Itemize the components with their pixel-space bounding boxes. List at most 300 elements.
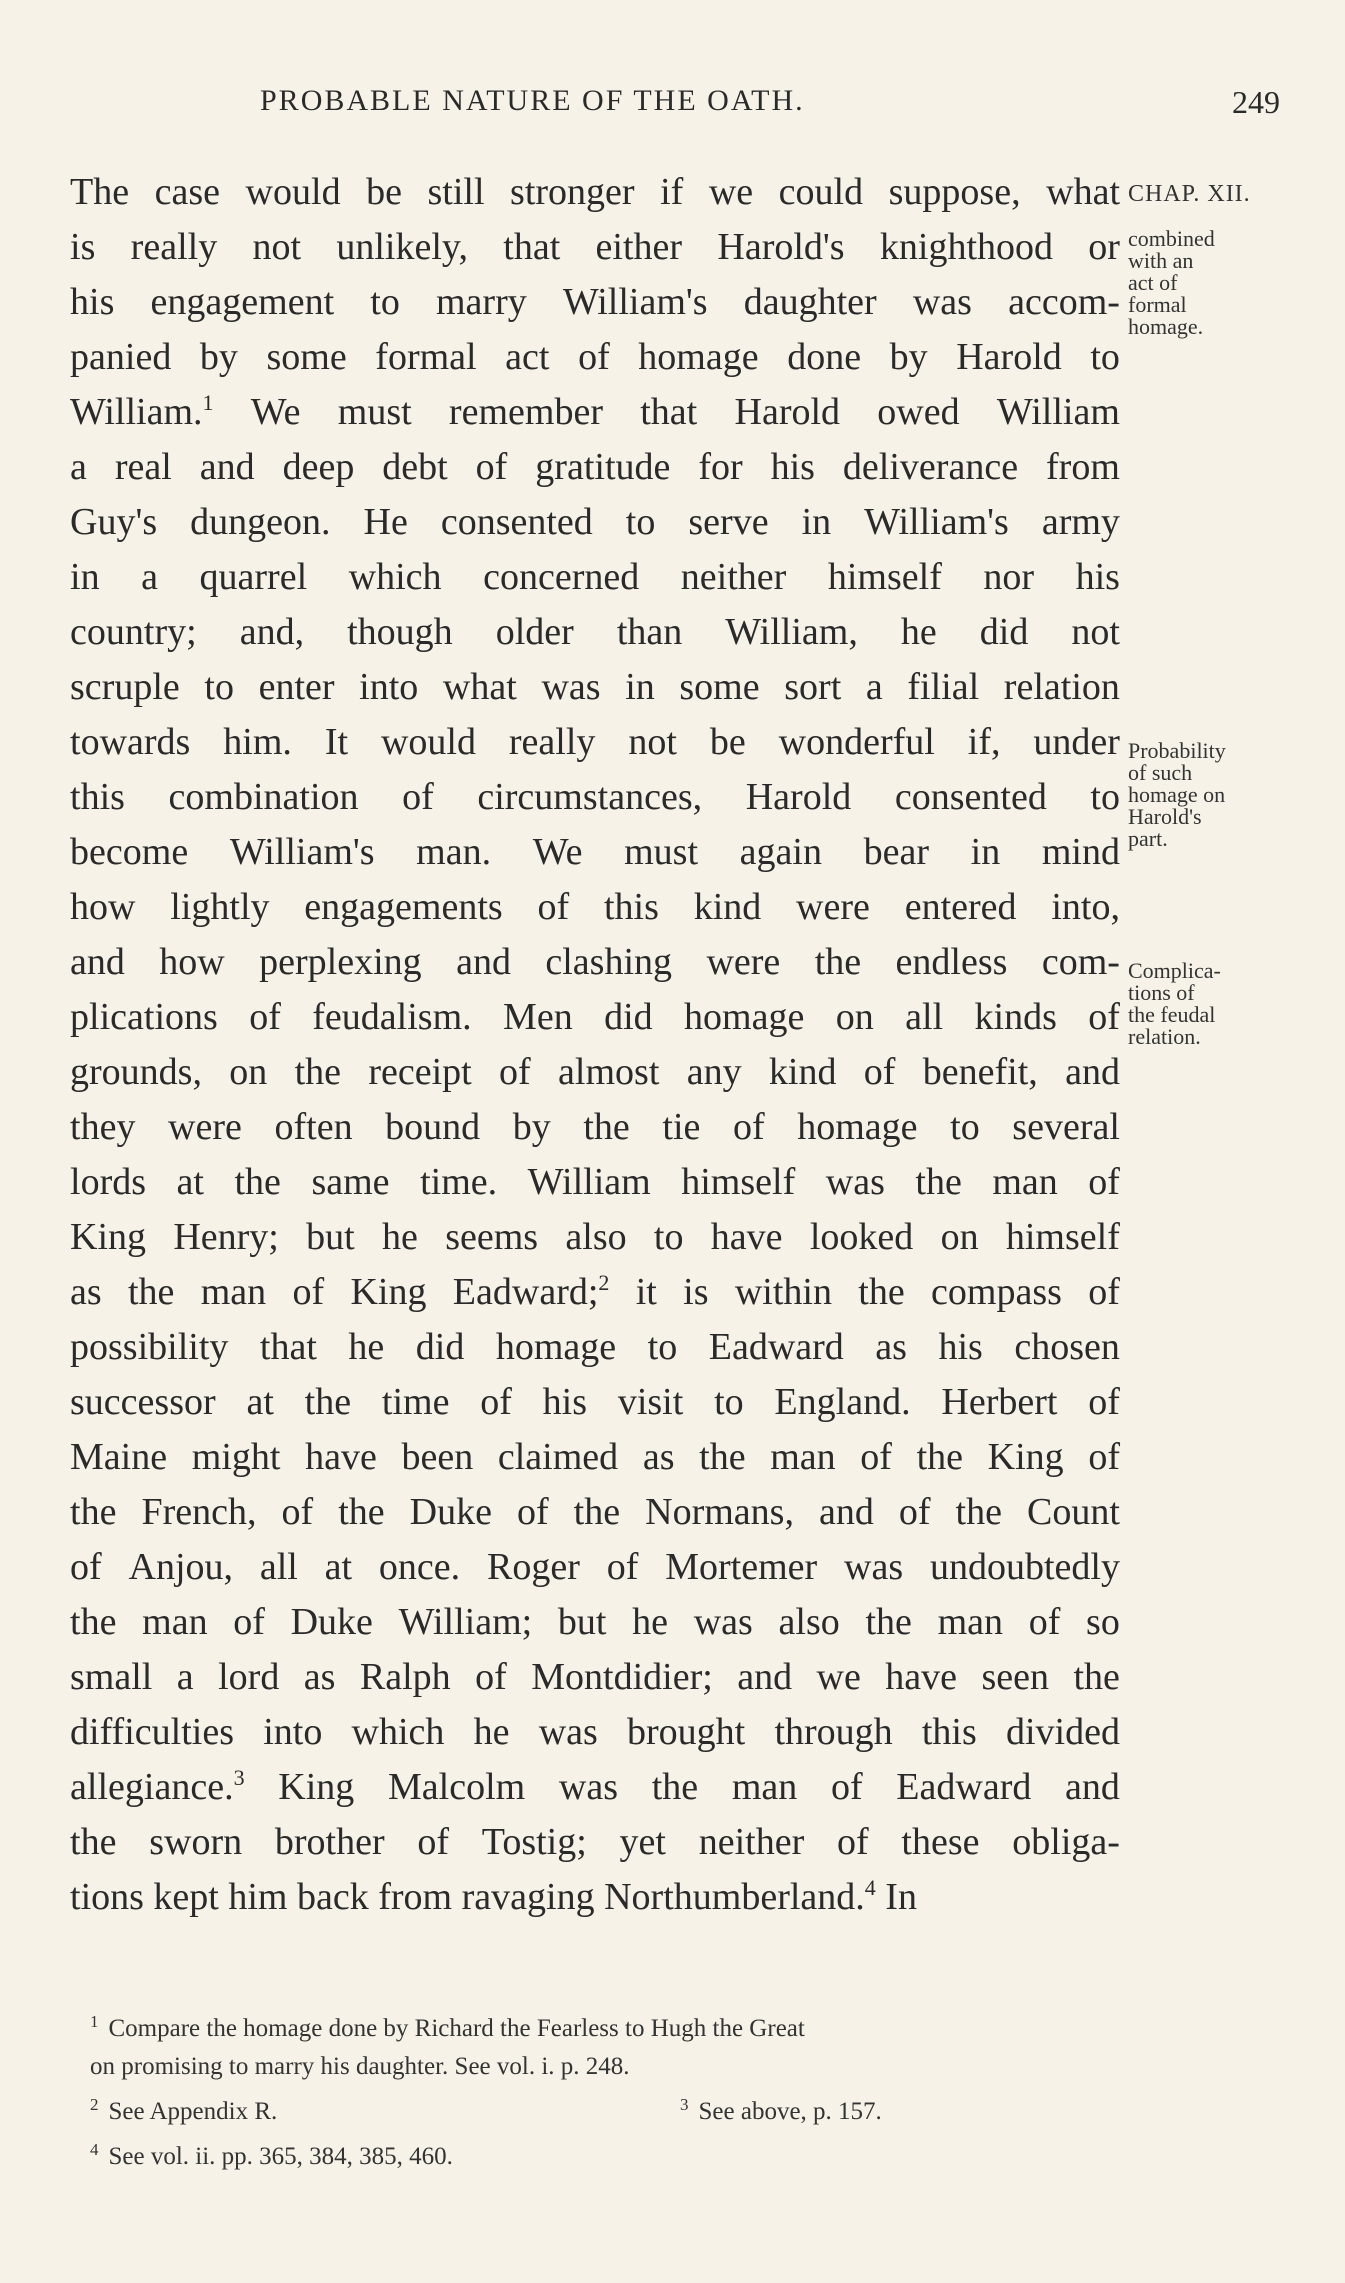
- body-word: of: [70, 1546, 102, 1588]
- body-word: his: [938, 1326, 983, 1368]
- body-word: what: [442, 666, 517, 708]
- body-word: country;: [70, 611, 197, 653]
- body-word: in: [970, 831, 1001, 873]
- margin-chapter-label: CHAP. XII.: [1128, 181, 1251, 207]
- body-word: entered: [904, 886, 1017, 928]
- body-word: homage: [495, 1326, 617, 1368]
- body-word: feudalism.: [312, 996, 472, 1038]
- body-word: England.: [774, 1381, 911, 1423]
- body-line: [70, 330, 1120, 385]
- body-word: real: [114, 446, 172, 488]
- body-word: to: [714, 1381, 744, 1423]
- body-word: man: [770, 1436, 836, 1478]
- body-word: relation: [1003, 666, 1120, 708]
- body-word: divided: [1005, 1711, 1120, 1753]
- body-line: [70, 935, 1120, 990]
- body-word: were: [706, 941, 781, 983]
- body-word: formal: [375, 336, 477, 378]
- body-word: wonderful: [778, 721, 935, 763]
- body-word: at: [246, 1381, 274, 1423]
- body-word: which: [351, 1711, 445, 1753]
- body-word: himself: [827, 556, 942, 598]
- body-word: almost: [558, 1051, 660, 1093]
- body-word: that: [503, 226, 561, 268]
- body-text: [70, 165, 1120, 1925]
- body-word: the: [304, 1381, 352, 1423]
- body-word: as: [303, 1656, 336, 1698]
- body-word: the: [915, 1161, 962, 1203]
- margin-note-homage: [1128, 228, 1328, 338]
- body-word: the: [955, 1491, 1002, 1533]
- body-word: to: [370, 281, 400, 323]
- body-word: William's: [229, 831, 375, 873]
- body-line: [70, 1595, 1120, 1650]
- body-word: Northumberland.$^4$: [604, 1875, 876, 1918]
- body-word: of: [233, 1601, 265, 1643]
- body-word: would: [245, 171, 341, 213]
- margin-note-line: homage.: [1128, 314, 1204, 339]
- body-word: bound: [385, 1106, 481, 1148]
- body-word: of: [537, 886, 570, 928]
- body-word: back: [296, 1876, 369, 1918]
- body-word: of: [578, 336, 610, 378]
- body-word: Herbert: [941, 1381, 1058, 1423]
- body-line: [70, 990, 1120, 1045]
- body-word: King: [350, 1271, 427, 1313]
- margin-note-line: of such: [1128, 760, 1193, 785]
- body-word: Mortemer: [665, 1546, 818, 1588]
- margin-note-line: act of: [1128, 270, 1178, 295]
- body-word: seems: [445, 1216, 539, 1258]
- body-word: in: [625, 666, 655, 708]
- body-word: on: [940, 1216, 979, 1258]
- body-word: again: [739, 831, 822, 873]
- body-line: [70, 1045, 1120, 1100]
- body-word: to: [1090, 336, 1120, 378]
- body-word: William: [527, 1161, 651, 1203]
- margin-note-line: Harold's: [1128, 804, 1202, 829]
- body-word: undoubtedly: [929, 1546, 1120, 1588]
- body-word: he: [473, 1711, 510, 1753]
- body-word: mind: [1041, 831, 1120, 873]
- body-word: did: [979, 611, 1029, 653]
- body-word: of: [1028, 1601, 1061, 1643]
- body-word: of: [1088, 1436, 1120, 1478]
- body-word: visit: [617, 1381, 684, 1423]
- body-word: The: [70, 171, 130, 213]
- margin-note-line: tions of: [1128, 980, 1195, 1005]
- body-line: [70, 1815, 1120, 1870]
- body-word: William: [996, 391, 1120, 433]
- body-word: was: [693, 1601, 753, 1643]
- body-word: the: [127, 1271, 175, 1313]
- body-word: they: [70, 1106, 136, 1148]
- footnote-number: 4: [90, 2140, 99, 2159]
- body-word: of: [402, 776, 434, 818]
- body-word: were: [796, 886, 870, 928]
- body-word: was: [541, 666, 601, 708]
- body-word: the: [1073, 1656, 1120, 1698]
- body-word: brother: [274, 1821, 385, 1863]
- body-word: into: [359, 666, 419, 708]
- body-word: by: [889, 336, 928, 378]
- body-word: Guy's: [70, 501, 158, 543]
- body-word: to: [950, 1106, 980, 1148]
- body-word: as: [642, 1436, 675, 1478]
- body-word: himself: [681, 1161, 796, 1203]
- body-word: have: [710, 1216, 783, 1258]
- body-word: of: [1088, 1271, 1120, 1313]
- body-word: ravaging: [461, 1876, 595, 1918]
- body-word: enter: [258, 666, 335, 708]
- body-word: of: [1088, 1161, 1120, 1203]
- body-word: dungeon.: [190, 501, 331, 543]
- body-word: this: [70, 776, 125, 818]
- body-word: the: [234, 1161, 281, 1203]
- margin-note-line: part.: [1128, 826, 1168, 851]
- body-word: at: [176, 1161, 204, 1203]
- footnote-1-continued: [90, 2048, 1140, 2086]
- body-word: must: [337, 391, 412, 433]
- body-word: to: [204, 666, 234, 708]
- margin-note-probability: [1128, 740, 1328, 850]
- body-word: of: [480, 1381, 512, 1423]
- body-word: Harold: [745, 776, 852, 818]
- running-head-title: PROBABLE NATURE OF THE OATH.: [260, 84, 805, 117]
- body-word: he: [348, 1326, 385, 1368]
- footnote-number: 1: [90, 2012, 99, 2031]
- body-word: of: [475, 446, 508, 488]
- body-word: and: [1065, 1766, 1120, 1808]
- body-line: [70, 1375, 1120, 1430]
- body-word: Harold: [956, 336, 1062, 378]
- body-word: his: [1075, 556, 1120, 598]
- body-word: lord: [218, 1656, 280, 1698]
- footnote-number: 2: [90, 2095, 99, 2114]
- body-word: daughter: [743, 281, 877, 323]
- body-word: towards: [70, 721, 191, 763]
- body-word: for: [698, 446, 743, 488]
- body-word: remember: [448, 391, 603, 433]
- body-word: was: [538, 1711, 598, 1753]
- margin-note-line: with an: [1128, 248, 1194, 273]
- body-word: into,: [1051, 886, 1120, 928]
- body-word: deliverance: [842, 446, 1019, 488]
- body-word: on: [229, 1051, 268, 1093]
- body-word: though: [347, 611, 453, 653]
- body-word: seen: [981, 1656, 1050, 1698]
- body-word: quarrel: [199, 556, 308, 598]
- body-word: of: [499, 1051, 531, 1093]
- running-header: [70, 84, 1280, 134]
- body-word: really: [508, 721, 596, 763]
- body-word: kinds: [974, 996, 1057, 1038]
- body-word: yet: [619, 1821, 666, 1863]
- body-line: [70, 825, 1120, 880]
- body-word: small: [70, 1656, 153, 1698]
- page-number: 249: [1232, 84, 1280, 120]
- body-word: once.: [378, 1546, 461, 1588]
- body-word: man: [731, 1766, 798, 1808]
- body-word: deep: [282, 446, 355, 488]
- body-line: [70, 1650, 1120, 1705]
- body-word: must: [624, 831, 699, 873]
- body-word: of: [898, 1491, 931, 1533]
- body-word: of: [830, 1766, 863, 1808]
- body-word: of: [860, 1436, 892, 1478]
- body-word: of: [249, 996, 281, 1038]
- body-word: him: [228, 1876, 288, 1918]
- body-word: lords: [70, 1161, 147, 1203]
- body-word: and: [199, 446, 255, 488]
- body-word: of: [606, 1546, 639, 1588]
- body-word: Maine: [70, 1436, 168, 1478]
- body-word: stronger: [510, 171, 635, 213]
- body-word: homage: [638, 336, 759, 378]
- body-word: panied: [70, 336, 172, 378]
- body-word: kind: [768, 1051, 837, 1093]
- body-line: [70, 1320, 1120, 1375]
- body-word: of: [417, 1821, 449, 1863]
- body-line: [70, 660, 1120, 715]
- body-word: which: [348, 556, 442, 598]
- body-word: serve: [688, 501, 769, 543]
- footnote-text: See above, p. 157.: [698, 2098, 882, 2125]
- body-word: and: [737, 1656, 793, 1698]
- body-word: the: [916, 1436, 964, 1478]
- body-line: [70, 1210, 1120, 1265]
- body-word: not: [252, 226, 302, 268]
- body-word: or: [1088, 226, 1120, 268]
- body-word: in: [70, 556, 100, 598]
- body-word: nor: [983, 556, 1035, 598]
- body-word: homage: [797, 1106, 918, 1148]
- margin-chapter: [1128, 183, 1328, 205]
- body-word: not: [628, 721, 677, 763]
- body-line: [70, 715, 1120, 770]
- body-word: all: [905, 996, 944, 1038]
- body-word: by: [199, 336, 238, 378]
- margin-note-complications: [1128, 960, 1328, 1048]
- body-word: We: [250, 391, 301, 433]
- body-word: William,: [725, 611, 858, 653]
- body-word: suppose,: [888, 171, 1021, 213]
- body-word: kept: [153, 1876, 219, 1918]
- body-word: a: [70, 446, 87, 488]
- body-word: several: [1012, 1106, 1120, 1148]
- body-word: of: [516, 1491, 549, 1533]
- body-word: of: [1088, 996, 1120, 1038]
- body-word: the: [70, 1601, 117, 1643]
- body-word: the: [294, 1051, 342, 1093]
- body-word: case: [154, 171, 221, 213]
- body-line: [70, 275, 1120, 330]
- body-word: the: [70, 1491, 117, 1533]
- body-word: It: [324, 721, 349, 763]
- body-word: neither: [698, 1821, 805, 1863]
- body-word: time: [381, 1381, 450, 1423]
- body-word: still: [427, 171, 485, 213]
- body-word: of: [475, 1656, 507, 1698]
- body-word: is: [683, 1271, 709, 1313]
- body-word: William's: [864, 501, 1009, 543]
- body-word: his: [770, 446, 815, 488]
- body-word: debt: [382, 446, 448, 488]
- body-word: Ralph: [359, 1656, 451, 1698]
- body-word: his: [70, 281, 115, 323]
- body-word: Tostig;: [481, 1821, 587, 1863]
- body-word: older: [495, 611, 574, 653]
- body-word: homage: [684, 996, 805, 1038]
- body-word: these: [901, 1821, 980, 1863]
- body-word: clashing: [545, 941, 673, 983]
- body-word: act: [505, 336, 550, 378]
- footnote-3: [680, 2086, 882, 2131]
- body-word: man: [992, 1161, 1058, 1203]
- body-word: if,: [967, 721, 1001, 763]
- footnote-2: [90, 2086, 680, 2131]
- body-line: [70, 1705, 1120, 1760]
- body-word: have: [305, 1436, 377, 1478]
- body-word: as: [875, 1326, 907, 1368]
- body-word: neither: [680, 556, 787, 598]
- body-word: of: [732, 1106, 765, 1148]
- body-word: him.: [223, 721, 292, 763]
- body-word: perplexing: [259, 941, 422, 983]
- body-word: Normans,: [645, 1491, 794, 1533]
- margin-note-line: the feudal: [1128, 1002, 1216, 1027]
- body-word: from: [378, 1876, 453, 1918]
- body-word: consented: [440, 501, 593, 543]
- body-word: be: [709, 721, 746, 763]
- body-word: he: [632, 1601, 669, 1643]
- body-word: we: [708, 171, 754, 213]
- body-word: sworn: [149, 1821, 243, 1863]
- body-word: it: [635, 1271, 657, 1313]
- body-word: was: [844, 1546, 904, 1588]
- body-word: to: [1090, 776, 1120, 818]
- body-word: the: [70, 1821, 117, 1863]
- body-word: consented: [894, 776, 1047, 818]
- body-word: a: [865, 666, 883, 708]
- body-word: tie: [662, 1106, 701, 1148]
- body-word: could: [778, 171, 864, 213]
- footnote-text: See Appendix R.: [108, 2098, 278, 2125]
- body-word: of: [281, 1491, 314, 1533]
- body-word: and: [70, 941, 125, 983]
- body-word: difficulties: [70, 1711, 234, 1753]
- body-line: [70, 440, 1120, 495]
- footnotes: [90, 2003, 1140, 2176]
- body-word: King: [278, 1766, 355, 1808]
- body-word: French,: [141, 1491, 257, 1533]
- body-word: so: [1086, 1601, 1120, 1643]
- body-word: really: [130, 226, 218, 268]
- body-word: army: [1041, 501, 1120, 543]
- body-word: Henry;: [173, 1216, 279, 1258]
- body-word: and: [456, 941, 511, 983]
- body-word: King: [70, 1216, 147, 1258]
- body-word: he: [900, 611, 937, 653]
- body-word: we: [816, 1656, 861, 1698]
- body-word: the: [865, 1601, 912, 1643]
- body-word: owed: [877, 391, 960, 433]
- body-word: sort: [784, 666, 842, 708]
- body-word: as: [70, 1271, 102, 1313]
- body-word: might: [191, 1436, 281, 1478]
- body-word: from: [1046, 446, 1120, 488]
- body-line: [70, 220, 1120, 275]
- body-word: compass: [931, 1271, 1062, 1313]
- body-word: and,: [239, 611, 305, 653]
- body-word: the: [858, 1271, 905, 1313]
- body-word: but: [557, 1601, 607, 1643]
- body-word: this: [921, 1711, 977, 1753]
- body-word: been: [401, 1436, 474, 1478]
- body-word: com-: [1041, 941, 1120, 983]
- body-word: under: [1033, 721, 1120, 763]
- body-word: how: [159, 941, 225, 983]
- body-word: not: [1071, 611, 1120, 653]
- body-word: a: [176, 1656, 194, 1698]
- body-word: and: [1065, 1051, 1120, 1093]
- body-word: either: [595, 226, 683, 268]
- body-word: Count: [1026, 1491, 1120, 1533]
- body-word: Eadward;$^2$: [452, 1270, 610, 1313]
- body-word: of: [1088, 1381, 1120, 1423]
- body-word: and: [818, 1491, 874, 1533]
- footnotes-2-3: [90, 2086, 1140, 2131]
- body-word: on: [835, 996, 874, 1038]
- body-word: was: [558, 1766, 618, 1808]
- body-word: the: [573, 1491, 621, 1533]
- body-word: some: [679, 666, 760, 708]
- body-word: scruple: [70, 666, 180, 708]
- body-word: is: [70, 226, 96, 268]
- margin-note-line: Probability: [1128, 738, 1226, 763]
- body-word: marry: [435, 281, 527, 323]
- body-word: William;: [398, 1601, 533, 1643]
- body-word: what: [1046, 171, 1120, 213]
- margin-note-line: relation.: [1128, 1024, 1201, 1049]
- body-word: man: [142, 1601, 208, 1643]
- body-word: at: [324, 1546, 353, 1588]
- body-word: himself: [1005, 1216, 1120, 1258]
- body-word: allegiance.$^3$: [70, 1765, 245, 1808]
- body-word: by: [512, 1106, 551, 1148]
- body-word: often: [274, 1106, 353, 1148]
- body-word: time.: [420, 1161, 498, 1203]
- body-word: Men: [503, 996, 573, 1038]
- body-word: within: [734, 1271, 832, 1313]
- body-line: [70, 1430, 1120, 1485]
- body-word: same: [311, 1161, 390, 1203]
- body-word: to: [647, 1326, 678, 1368]
- body-word: how: [70, 886, 136, 928]
- footnote-1: [90, 2003, 1140, 2048]
- body-word: into: [263, 1711, 323, 1753]
- body-word: of: [863, 1051, 896, 1093]
- body-word: than: [616, 611, 683, 653]
- body-word: plications: [70, 996, 218, 1038]
- body-word: benefit,: [922, 1051, 1038, 1093]
- body-word: to: [653, 1216, 684, 1258]
- body-word: chosen: [1014, 1326, 1120, 1368]
- body-word: but: [306, 1216, 355, 1258]
- body-word: a: [141, 556, 158, 598]
- body-word: of: [837, 1821, 869, 1863]
- margin-note-line: combined: [1128, 226, 1215, 251]
